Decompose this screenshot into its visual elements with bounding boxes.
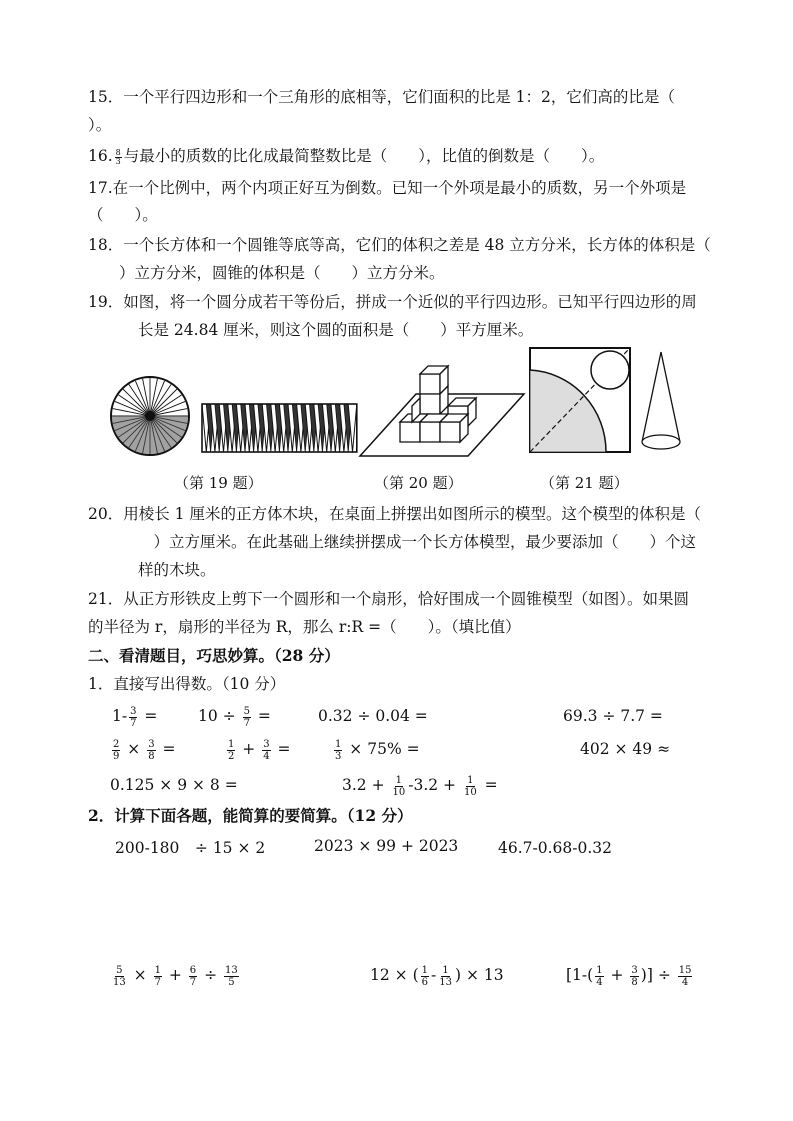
q19-line2: 长是 24.84 厘米，则这个圆的面积是（ ）平方厘米。 xyxy=(138,321,534,339)
calc-2b: 2023 × 99 + 2023 xyxy=(314,837,459,855)
calc-1a-frac xyxy=(129,706,137,729)
calc-2e-frac1 xyxy=(421,965,429,988)
part2-title: 2．计算下面各题，能简算的要简算。（12 分） xyxy=(88,806,413,825)
calc-2d-frac1 xyxy=(112,965,127,988)
calc-2f-frac3 xyxy=(678,965,693,988)
calc-1e xyxy=(110,737,176,762)
num: 1 xyxy=(335,738,342,750)
calc-1j-c: = xyxy=(479,776,498,794)
calc-1j-a: 3.2 + xyxy=(342,776,390,794)
caption-fig19: （第 19 题） xyxy=(174,474,263,492)
den: 8 xyxy=(148,750,155,762)
den: 13 xyxy=(439,976,452,988)
num: 1 xyxy=(154,964,161,976)
den: 7 xyxy=(130,717,137,729)
calc-1j xyxy=(342,773,498,798)
num: 15 xyxy=(678,964,692,976)
calc-1g-frac xyxy=(334,739,342,762)
figure-20 xyxy=(358,346,526,462)
op: + xyxy=(163,966,187,984)
calc-1b xyxy=(198,704,271,729)
part1-title: 1．直接写出得数。（10 分） xyxy=(88,675,286,693)
section2-heading: 二、看清题目，巧思妙算。（28 分） xyxy=(88,646,340,665)
q15-line1: 15．一个平行四边形和一个三角形的底相等，它们面积的比是 1：2，它们高的比是（ xyxy=(88,88,675,106)
caption-fig21: （第 21 题） xyxy=(540,474,629,492)
num: 5 xyxy=(116,964,123,976)
q17-line1: 17.在一个比例中，两个内项正好互为倒数。已知一个外项是最小的质数，另一个外项是 xyxy=(88,179,687,197)
q16-number: 16. xyxy=(88,147,113,165)
calc-1e-frac2 xyxy=(147,739,155,762)
q16-frac-den: 3 xyxy=(115,156,121,166)
calc-1b-post: = xyxy=(252,707,271,725)
calc-2d-frac2 xyxy=(154,965,162,988)
q17-line2: （ ）。 xyxy=(88,206,158,224)
calc-2e-post: ) × 13 xyxy=(454,966,504,984)
calc-1a-pre: 1- xyxy=(112,707,128,725)
q16-fraction xyxy=(115,149,122,166)
calc-2e-mid: - xyxy=(431,966,437,984)
post: = xyxy=(157,740,176,758)
post: × 75% = xyxy=(344,740,420,758)
calc-1b-pre: 10 ÷ xyxy=(198,707,241,725)
q15-line2: ）。 xyxy=(88,116,112,134)
op: ÷ xyxy=(199,966,223,984)
calc-1c: 0.32 ÷ 0.04 = xyxy=(318,707,428,725)
calc-1g xyxy=(332,737,420,762)
num: 3 xyxy=(148,738,155,750)
num: 1 xyxy=(228,738,235,750)
post: = xyxy=(272,740,291,758)
sector-circle xyxy=(111,377,189,455)
den: 2 xyxy=(228,750,235,762)
q21-line1: 21．从正方形铁皮上剪下一个圆形和一个扇形，恰好围成一个圆锥模型（如图）。如果圆 xyxy=(88,590,689,608)
calc-2f-post: )] ÷ xyxy=(640,966,676,984)
q18-line2: ）立方分米，圆锥的体积是（ ）立方分米。 xyxy=(88,264,445,282)
den: 13 xyxy=(113,976,126,988)
calc-2f-mid: + xyxy=(605,966,629,984)
op: + xyxy=(237,740,261,758)
caption-fig20: （第 20 题） xyxy=(374,474,463,492)
calc-2d-frac4 xyxy=(224,965,239,988)
calc-2a: 200-180 ÷ 15 × 2 xyxy=(115,839,266,857)
figure-21 xyxy=(528,346,688,458)
figure-19 xyxy=(108,374,358,458)
num: 2 xyxy=(113,738,120,750)
q20-line3: 样的木块。 xyxy=(138,561,216,579)
num: 1 xyxy=(467,774,474,786)
den: 9 xyxy=(113,750,120,762)
calc-2e-frac2 xyxy=(438,965,453,988)
num: 6 xyxy=(189,964,197,976)
cone xyxy=(642,352,680,449)
den: 3 xyxy=(335,750,342,762)
calc-2f-frac1 xyxy=(595,965,603,988)
q19-line1: 19．如图，将一个圆分成若干等份后，拼成一个近似的平行四边形。已知平行四边形的周 xyxy=(88,293,697,311)
calc-1e-frac1 xyxy=(112,739,120,762)
den: 7 xyxy=(154,976,161,988)
calc-1j-frac1 xyxy=(392,775,407,798)
q18-line1: 18．一个长方体和一个圆锥等底等高，它们的体积之差是 48 立方分米，长方体的体积是（ xyxy=(88,236,711,254)
den: 7 xyxy=(243,717,250,729)
calc-2c: 46.7-0.68-0.32 xyxy=(498,839,613,857)
calc-1d: 69.3 ÷ 7.7 = xyxy=(563,707,663,725)
rearranged-parallelogram xyxy=(202,404,357,452)
num: 3 xyxy=(631,964,638,976)
op: × xyxy=(122,740,146,758)
num: 1 xyxy=(442,964,449,976)
calc-1f-frac1 xyxy=(227,739,235,762)
calc-2e xyxy=(370,963,504,988)
num: 3 xyxy=(130,705,137,717)
calc-2e-pre: 12 × ( xyxy=(370,966,419,984)
den: 10 xyxy=(392,786,406,798)
calc-2d xyxy=(110,963,241,988)
den: 4 xyxy=(681,976,689,988)
num: 5 xyxy=(243,705,250,717)
q16-line xyxy=(88,145,604,167)
q16-text: 与最小的质数的比化成最简整数比是（ ），比值的倒数是（ ）。 xyxy=(123,147,605,165)
calc-2f xyxy=(566,963,694,988)
square-sheet xyxy=(530,348,630,452)
num: 1 xyxy=(596,964,603,976)
den: 6 xyxy=(421,976,428,988)
calc-1a xyxy=(112,704,157,729)
num: 1 xyxy=(421,964,428,976)
num: 1 xyxy=(395,774,403,786)
q20-line1: 20．用棱长 1 厘米的正方体木块，在桌面上拼摆出如图所示的模型。这个模型的体积是（ xyxy=(88,505,701,523)
calc-1f xyxy=(225,737,291,762)
q20-line2: ）立方厘米。在此基础上继续拼摆成一个长方体模型，最少要添加（ ）个这 xyxy=(138,533,697,551)
q16-frac-num: 8 xyxy=(115,147,121,157)
op: × xyxy=(128,966,152,984)
den: 7 xyxy=(189,976,197,988)
calc-1f-frac2 xyxy=(262,739,270,762)
den: 4 xyxy=(596,976,603,988)
den: 5 xyxy=(228,976,235,988)
den: 4 xyxy=(263,750,270,762)
calc-1b-frac xyxy=(243,706,251,729)
calc-1i: 0.125 × 9 × 8 = xyxy=(110,776,238,794)
calc-1a-post: = xyxy=(139,707,158,725)
den: 10 xyxy=(463,786,477,798)
calc-2f-frac2 xyxy=(630,965,638,988)
q21-line2: 的半径为 r，扇形的半径为 R，那么 r:R =（ ）。（填比值） xyxy=(88,618,521,636)
num: 3 xyxy=(263,738,270,750)
calc-1h: 402 × 49 ≈ xyxy=(580,740,671,758)
num: 13 xyxy=(225,964,238,976)
den: 8 xyxy=(631,976,638,988)
calc-1j-b: -3.2 + xyxy=(408,776,461,794)
calc-1j-frac2 xyxy=(463,775,478,798)
calc-2d-frac3 xyxy=(189,965,197,988)
calc-2f-pre: [1-( xyxy=(566,966,594,984)
